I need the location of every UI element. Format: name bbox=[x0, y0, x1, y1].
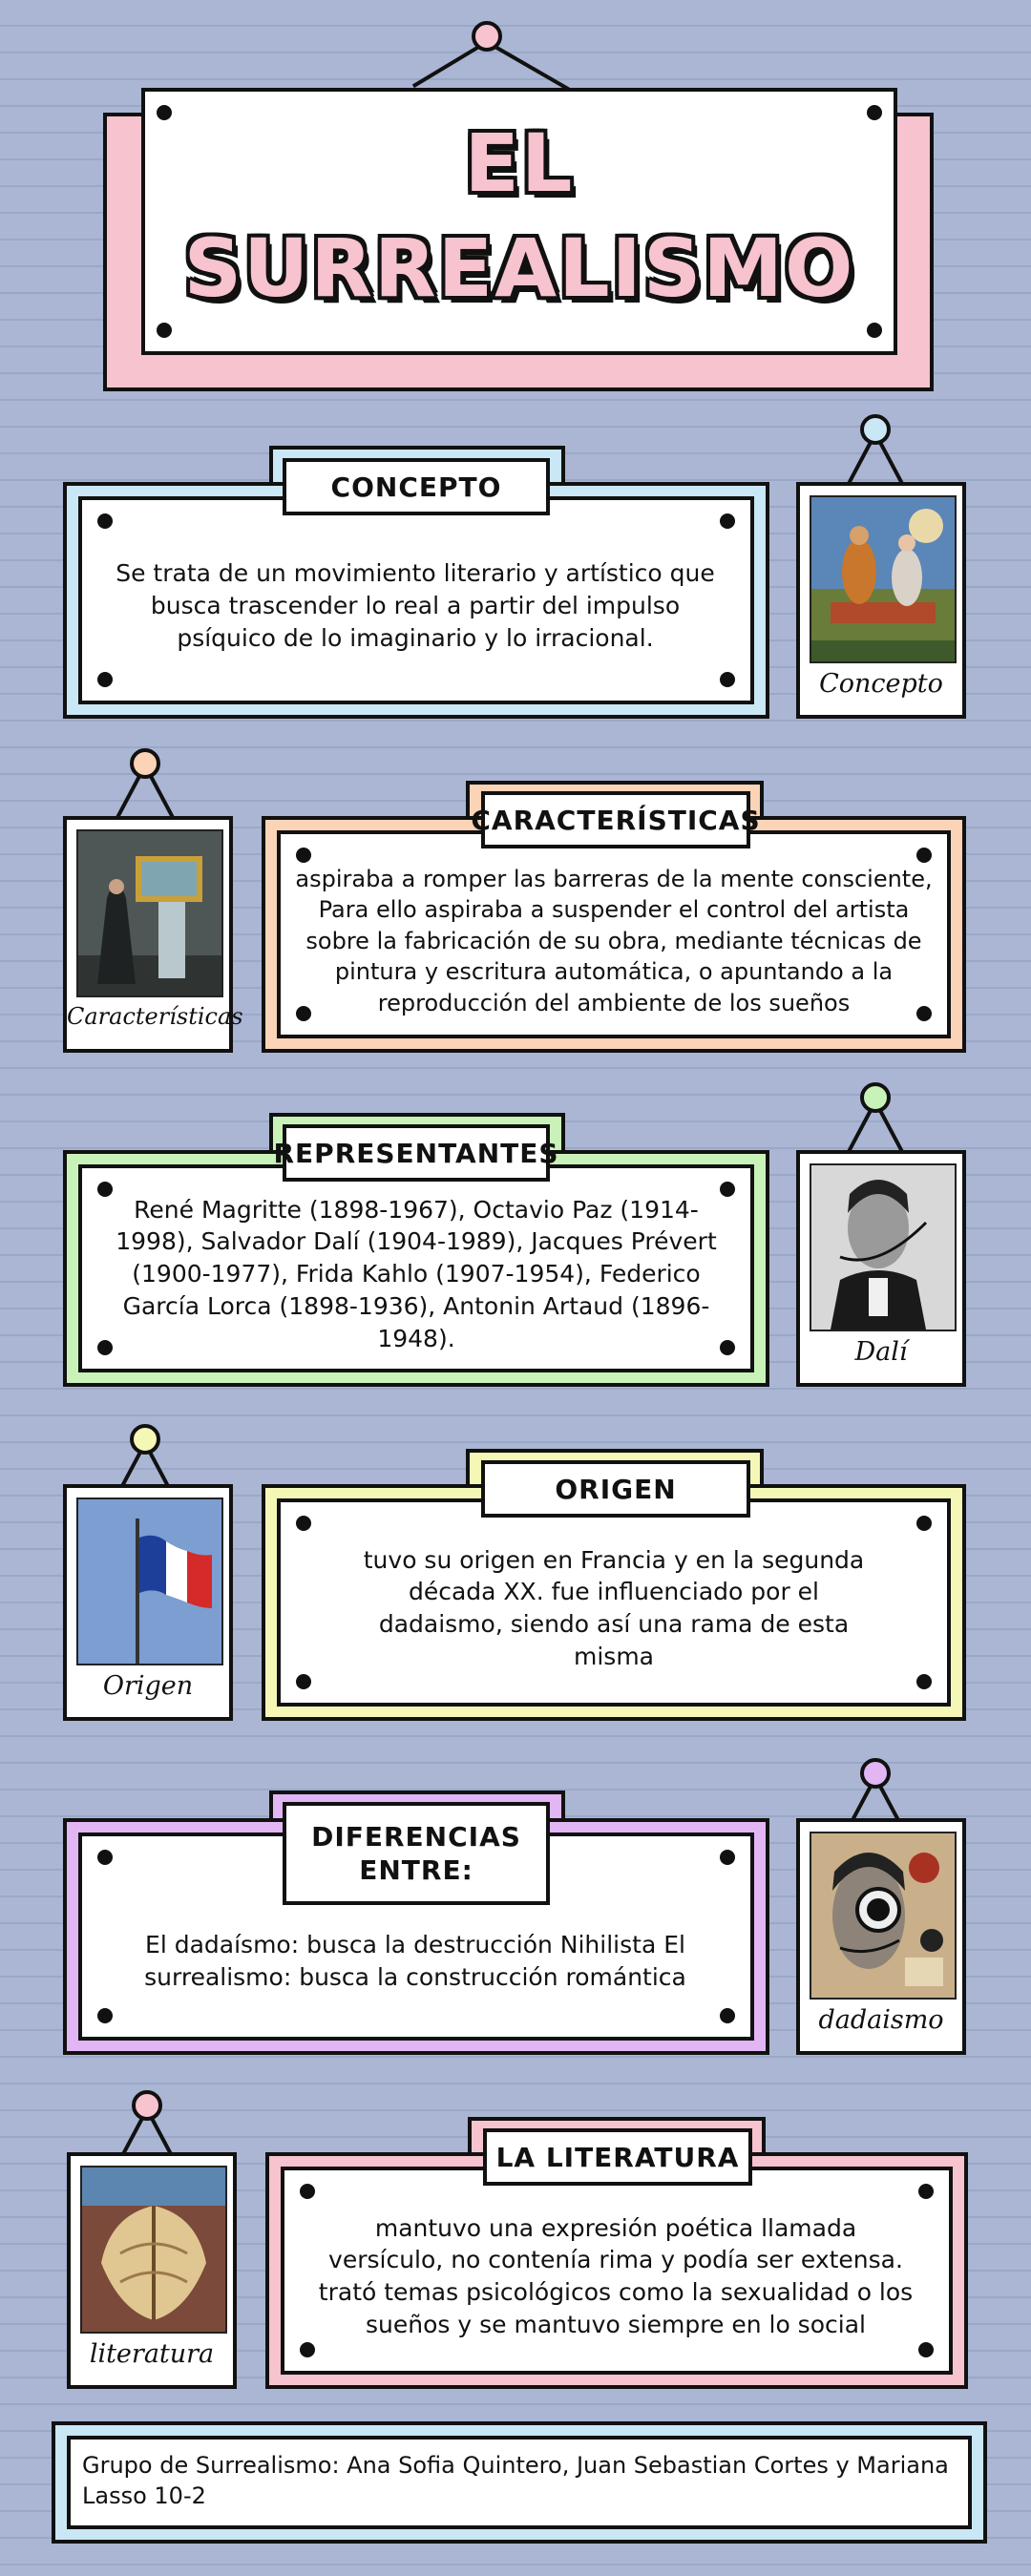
representantes-heading: REPRESENTANTES bbox=[283, 1124, 550, 1182]
title-card bbox=[141, 88, 897, 355]
dali-portrait-image bbox=[810, 1163, 957, 1331]
diferencias-heading: DIFERENCIAS ENTRE: bbox=[283, 1802, 550, 1905]
diferencias-text: El dadaísmo: busca la destrucción Nihilista El surrealismo: busca la construcción romántica bbox=[144, 1931, 686, 1991]
title-line-1: EL bbox=[464, 116, 575, 210]
title-line-2: SURREALISMO bbox=[183, 221, 855, 315]
literatura-text: mantuvo una expresión poética llamada versículo, no contenía rima y podía ser extensa. trató temas psicológicos como la sexualidad o los sueños y se mantuvo siempre en lo social bbox=[318, 2213, 914, 2338]
caracteristicas-heading: CARACTERÍSTICAS bbox=[481, 791, 750, 848]
concepto-heading: CONCEPTO bbox=[283, 458, 550, 515]
concepto-caption: Concepto bbox=[819, 669, 943, 699]
caracteristicas-painting-image bbox=[76, 829, 223, 997]
dadaismo-collage-image bbox=[810, 1832, 957, 2000]
literatura-caption: literatura bbox=[89, 2339, 215, 2369]
caracteristicas-text: aspiraba a romper las barreras de la mente consciente, Para ello aspiraba a suspender el control del artista sobre la fabricación de su obra, mediante técnicas de pintura y escritura automática, o apuntando a la reproducción del ambiente de los sueños bbox=[295, 866, 933, 1016]
concepto-painting-image bbox=[810, 495, 957, 663]
dali-caption: Dalí bbox=[854, 1337, 908, 1367]
origen-caption: Origen bbox=[102, 1671, 194, 1701]
footer-credits: Grupo de Surrealismo: Ana Sofia Quintero, Juan Sebastian Cortes y Mariana Lasso 10-2 bbox=[82, 2452, 949, 2510]
origen-heading: ORIGEN bbox=[481, 1460, 750, 1518]
representantes-text: René Magritte (1898-1967), Octavio Paz (1914-1998), Salvador Dalí (1904-1989), Jacques Prévert (1900-1977), Frida Kahlo (1907-1954), Federico García Lorca (1898-1936), Antonin Artaud (1896-1948). bbox=[116, 1195, 717, 1352]
concepto-text: Se trata de un movimiento literario y artístico que busca trascender lo real a partir del impulso psíquico de lo imaginario y lo irracional. bbox=[116, 559, 715, 652]
dadaismo-caption: dadaismo bbox=[818, 2005, 944, 2035]
caracteristicas-caption: Características bbox=[67, 1003, 243, 1030]
origen-text: tuvo su origen en Francia y en la segunda década XX. fue influenciado por el dadaismo, siendo así una rama de esta misma bbox=[363, 1545, 865, 1670]
literatura-heading: LA LITERATURA bbox=[483, 2128, 752, 2186]
literatura-painting-image bbox=[80, 2166, 227, 2334]
french-flag-image bbox=[76, 1497, 223, 1665]
